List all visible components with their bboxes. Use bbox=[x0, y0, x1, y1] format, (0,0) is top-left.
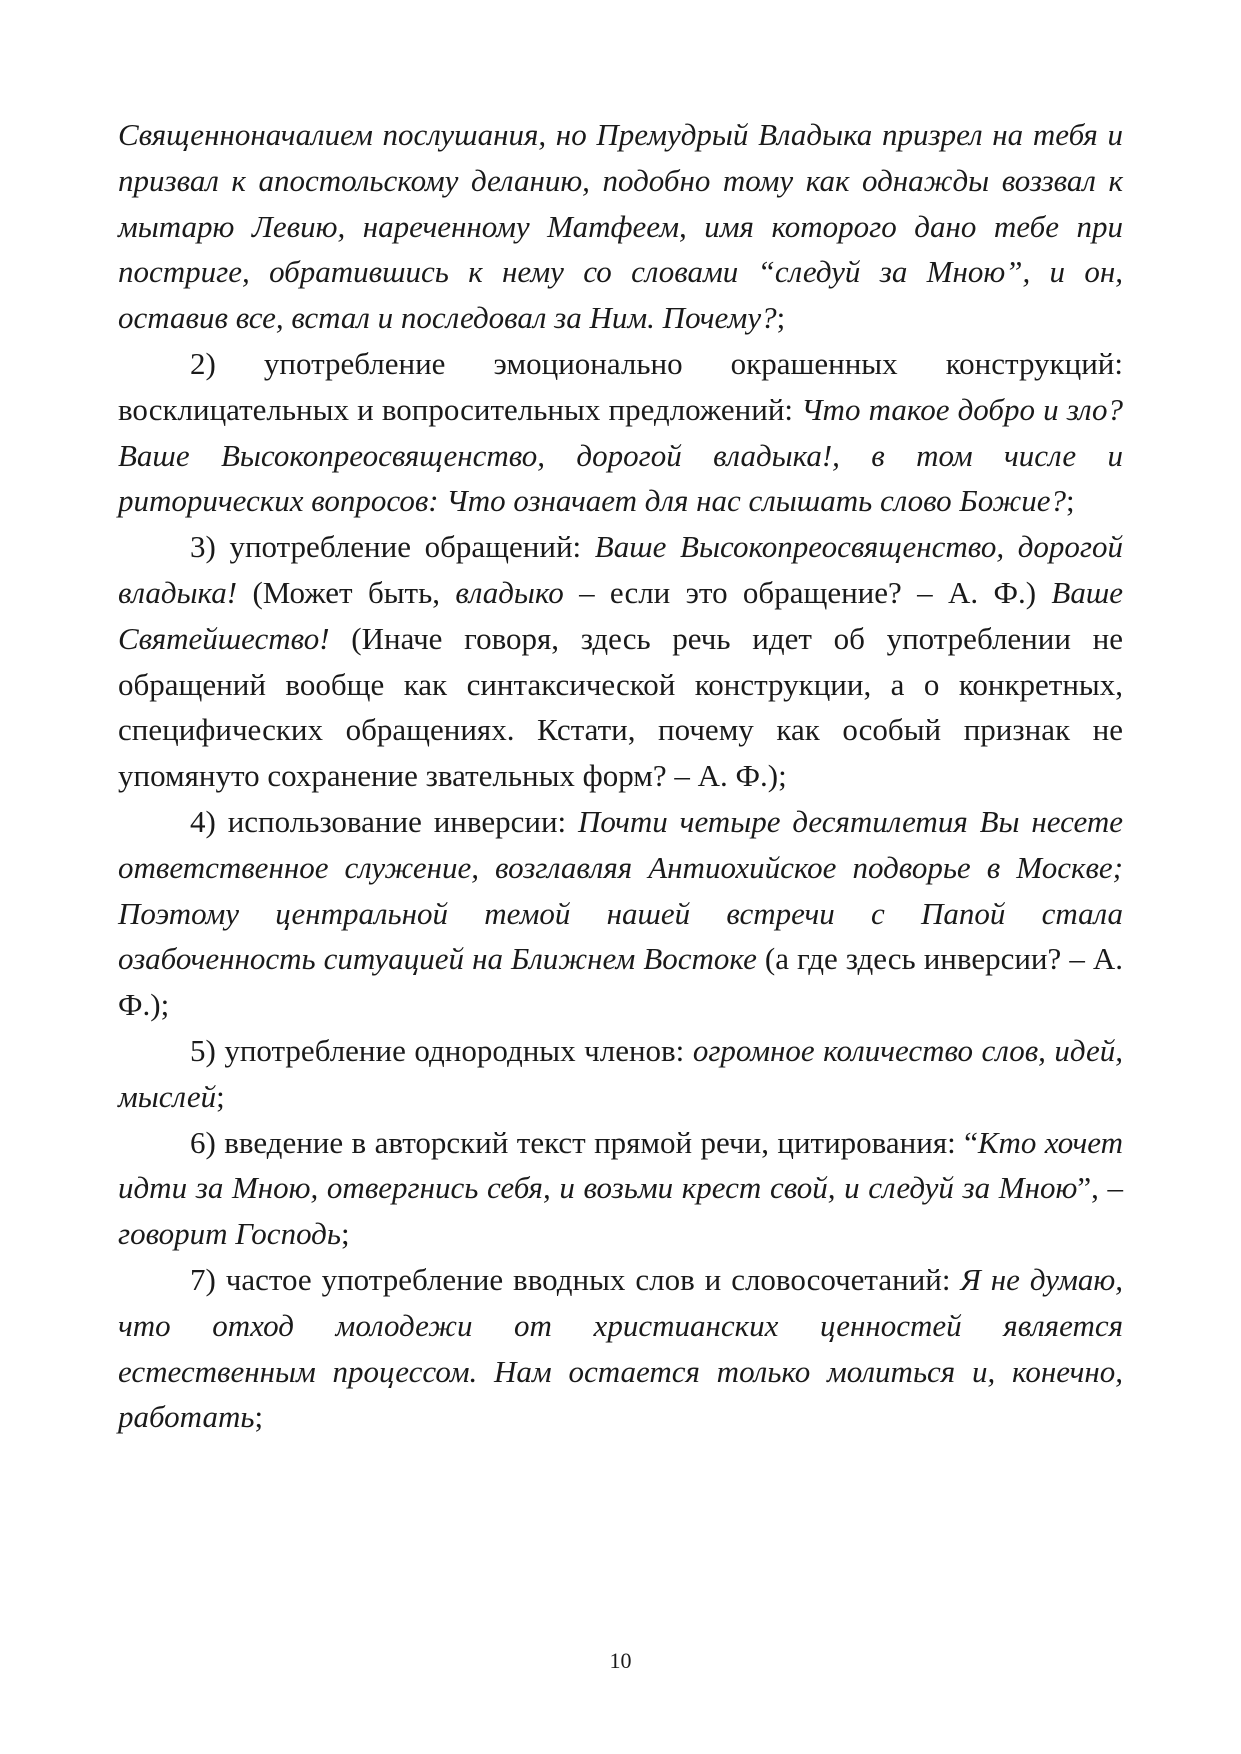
item-text: (а где здесь инверсии? – А. Ф.); bbox=[118, 941, 1123, 1023]
paragraph-item-7 bbox=[118, 1257, 1123, 1440]
example-text: говорит Господь bbox=[118, 1216, 341, 1252]
paragraph-continuation bbox=[118, 112, 1123, 341]
punctuation: ; bbox=[1066, 483, 1075, 519]
paragraph-item-4 bbox=[118, 799, 1123, 1028]
page-body bbox=[118, 112, 1123, 1440]
punctuation: ; bbox=[254, 1399, 264, 1435]
quoted-text: Священноначалием послушания, но Премудрый Владыка призрел на тебя и призвал к апостольскому деланию, подобно тому как однажды воззвал к мытарю Левию, нареченному Матфеем, имя которого дано тебе при постриге, обратившись к нему со словами “следуй за Мною”, и он, оставив все, встал и последовал за Ним. Почему? bbox=[118, 117, 1123, 336]
item-text: (Иначе говоря, здесь речь идет об употреблении не обращений вообще как синтаксической конструкции, а о конкретных, специфических обращениях. Кстати, почему как особый признак не упомянуто сохранение звательных форм? – А. Ф.); bbox=[118, 620, 1123, 794]
item-text: 2) употребление эмоционально окрашенных конструкций: восклицательных и вопросительных предложений: bbox=[118, 345, 1123, 427]
item-text: – если это обращение? – А. Ф.) bbox=[563, 574, 1052, 610]
punctuation: ; bbox=[340, 1216, 350, 1252]
punctuation: ; bbox=[776, 300, 786, 336]
example-text: Кто хочет идти за Мною, отвергнись себя, и возьми крест свой, и следуй за Мною bbox=[118, 1124, 1123, 1206]
paragraph-item-3 bbox=[118, 524, 1123, 799]
paragraph-item-2 bbox=[118, 341, 1123, 524]
example-text: Почти четыре десятилетия Вы несете ответственное служение, возглавляя Антиохийское подворье в Москве; Поэтому центральной темой нашей встречи с Папой стала озабоченность ситуацией на Ближнем Востоке bbox=[118, 803, 1123, 977]
example-text: Ваше Высокопреосвященство, дорогой владыка! bbox=[118, 529, 1123, 610]
example-text: огромное количество слов, идей, мыслей bbox=[118, 1032, 1123, 1114]
example-text: владыко bbox=[455, 574, 564, 610]
item-text: 7) частое употребление вводных слов и словосочетаний: bbox=[190, 1261, 961, 1297]
item-text: 3) употребление обращений: bbox=[190, 529, 595, 565]
page-number: 10 bbox=[609, 1648, 632, 1673]
punctuation: ; bbox=[216, 1078, 225, 1114]
item-text: (Может быть, bbox=[237, 574, 456, 610]
item-text: 6) введение в авторский текст прямой речи, цитирования: “ bbox=[190, 1124, 978, 1160]
paragraph-item-6 bbox=[118, 1120, 1123, 1257]
item-text: ”, – bbox=[1077, 1170, 1124, 1206]
example-text: Я не думаю, что отход молодежи от христианских ценностей является естественным процессом. Нам остается только молиться и, конечно, работать bbox=[118, 1261, 1123, 1435]
item-text: 5) употребление однородных членов: bbox=[190, 1032, 693, 1068]
example-text: Ваше Святейшество! bbox=[118, 574, 1124, 656]
example-text: Что такое добро и зло? Ваше Высокопреосвященство, дорогой владыка!, в том числе и риторических вопросов: Что означает для нас слышать слово Божие? bbox=[118, 391, 1123, 519]
item-text: 4) использование инверсии: bbox=[190, 803, 579, 839]
paragraph-item-5 bbox=[118, 1028, 1123, 1120]
